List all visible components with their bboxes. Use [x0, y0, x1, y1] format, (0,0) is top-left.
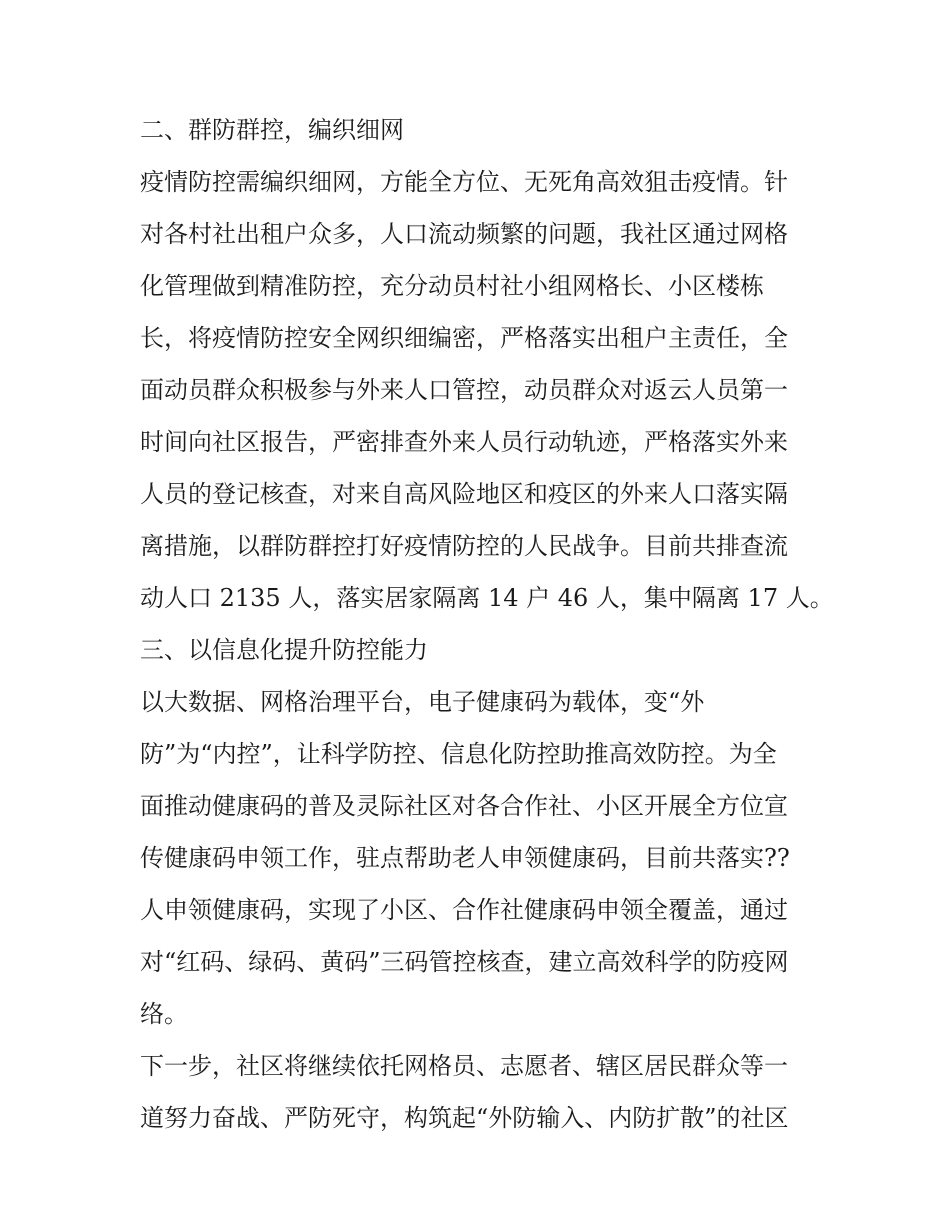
paragraph-line: 疫情防控需编织细网，方能全方位、无死角高效狙击疫情。针: [140, 168, 788, 196]
paragraph-line: 下一步，社区将继续依托网格员、志愿者、辖区居民群众等一: [140, 1052, 788, 1080]
paragraph-line: 对各村社出租户众多，人口流动频繁的问题，我社区通过网格: [140, 220, 788, 248]
paragraph-line: 动人口 2135 人，落实居家隔离 14 户 46 人，集中隔离 17 人。: [140, 584, 834, 612]
paragraph-line: 化管理做到精准防控，充分动员村社小组网格长、小区楼栋: [140, 272, 764, 300]
paragraph-line: 以大数据、网格治理平台，电子健康码为载体，变“外: [140, 688, 705, 716]
paragraph-line: 时间向社区报告，严密排查外来人员行动轨迹，严格落实外来: [140, 428, 788, 456]
section-heading-3: 三、以信息化提升防控能力: [140, 636, 428, 664]
paragraph-line: 传健康码申领工作，驻点帮助老人申领健康码，目前共落实??: [140, 844, 790, 872]
paragraph-line: 道努力奋战、严防死守，构筑起“外防输入、内防扩散”的社区: [140, 1104, 789, 1132]
paragraph-line: 人员的登记核查，对来自高风险地区和疫区的外来人口落实隔: [140, 480, 788, 508]
paragraph-line: 离措施，以群防群控打好疫情防控的人民战争。目前共排查流: [140, 532, 788, 560]
paragraph-line: 面动员群众积极参与外来人口管控，动员群众对返云人员第一: [140, 376, 788, 404]
paragraph-line: 防”为“内控”，让科学防控、信息化防控助推高效防控。为全: [140, 740, 777, 768]
paragraph-line: 对“红码、绿码、黄码”三码管控核查，建立高效科学的防疫网: [140, 948, 789, 976]
section-heading-2: 二、群防群控，编织细网: [140, 116, 404, 144]
paragraph-line: 人申领健康码，实现了小区、合作社健康码申领全覆盖，通过: [140, 896, 788, 924]
paragraph-line: 长，将疫情防控安全网织细编密，严格落实出租户主责任，全: [140, 324, 788, 352]
document-body: [140, 104, 834, 1144]
paragraph-line: 面推动健康码的普及灵际社区对各合作社、小区开展全方位宣: [140, 792, 788, 820]
paragraph-line: 络。: [140, 1000, 188, 1028]
